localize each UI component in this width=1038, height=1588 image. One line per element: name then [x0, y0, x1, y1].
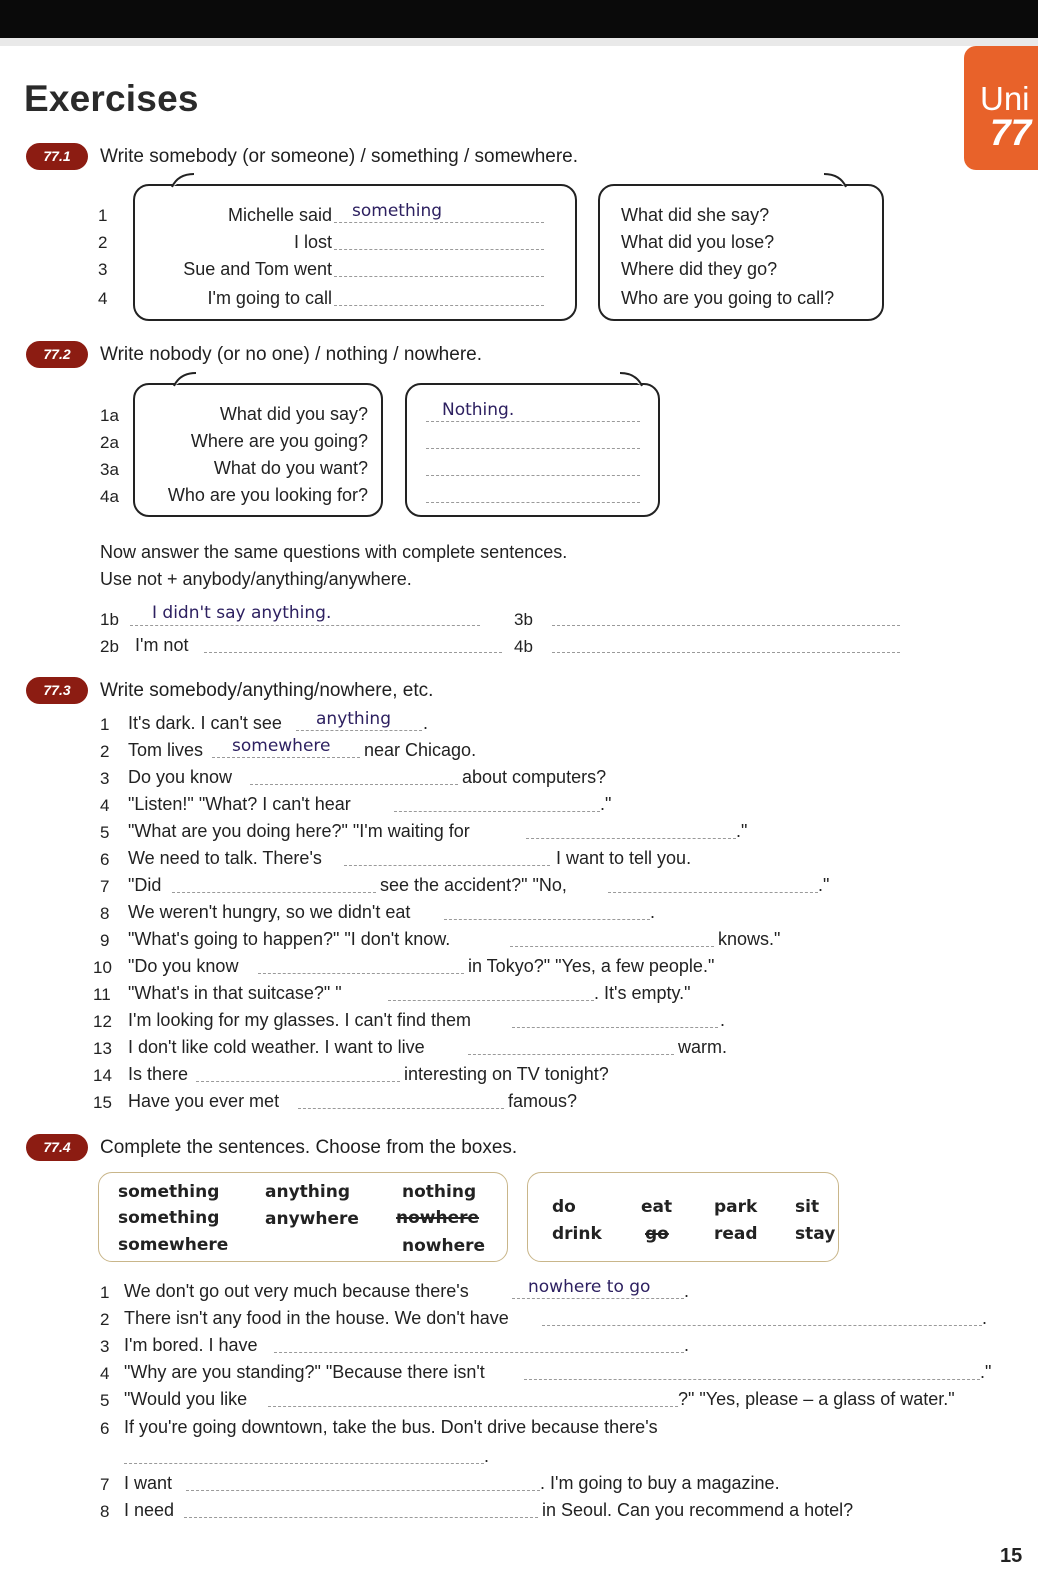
item-text: .: [484, 1446, 490, 1466]
answer-blank[interactable]: [426, 485, 640, 503]
answer-blank[interactable]: [172, 875, 376, 893]
item-text: We need to talk. There's: [128, 848, 322, 868]
answer-blank[interactable]: [334, 288, 544, 306]
item-text: I don't like cold weather. I want to live: [128, 1037, 425, 1057]
bubble-tail-right: [822, 172, 844, 186]
answer-blank[interactable]: [426, 431, 640, 449]
followup-instruction: Use not + anybody/anything/anywhere.: [100, 569, 412, 589]
item-text: .": [980, 1362, 992, 1382]
item-number: 10: [93, 958, 112, 977]
item-text: "Do you know: [128, 956, 239, 976]
item-number: 5: [100, 823, 110, 842]
answer-blank[interactable]: [298, 1091, 504, 1109]
item-prompt: I lost: [293, 232, 332, 252]
exercise-instruction-77-1: Write somebody (or someone) / something / somewhere.: [100, 146, 579, 167]
item-text: . I'm going to buy a magazine.: [540, 1473, 780, 1493]
word-option: drink: [552, 1224, 602, 1244]
item-text: We weren't hungry, so we didn't eat: [128, 902, 411, 922]
item-text: "Why are you standing?" "Because there isn't: [124, 1362, 485, 1382]
word-option: nothing: [402, 1182, 477, 1202]
word-option: something: [118, 1208, 220, 1228]
handwritten-answer: I didn't say anything.: [152, 603, 332, 623]
item-number: 8: [100, 904, 110, 923]
item-text: There isn't any food in the house. We don't have: [124, 1308, 509, 1328]
item-text: in Seoul. Can you recommend a hotel?: [542, 1500, 854, 1520]
item-text: .: [982, 1308, 988, 1328]
item-text: "Did: [128, 875, 162, 895]
item-number: 3: [100, 769, 110, 788]
item-number: 4: [100, 1364, 110, 1383]
item-question: Where are you going?: [190, 431, 368, 451]
exercise-badge-77-2: 77.2: [26, 341, 88, 368]
answer-blank[interactable]: [426, 458, 640, 476]
item-text: about computers?: [462, 767, 607, 787]
item-text: knows.": [718, 929, 781, 949]
unit-number: 77: [990, 112, 1032, 153]
item-number: 6: [100, 1419, 110, 1438]
handwritten-answer: something: [352, 201, 443, 221]
answer-blank[interactable]: [334, 259, 544, 277]
item-number: 1a: [100, 406, 119, 425]
item-number: 3: [100, 1337, 110, 1356]
answer-blank[interactable]: [394, 794, 600, 812]
word-option: somewhere: [118, 1235, 229, 1255]
handwritten-answer: somewhere: [232, 736, 331, 756]
answer-blank[interactable]: [334, 232, 544, 250]
item-number: 3b: [514, 610, 533, 629]
answer-blank[interactable]: [512, 1010, 718, 1028]
item-text: .": [736, 821, 748, 841]
item-question: Where did they go?: [621, 259, 778, 279]
word-option: nowhere: [402, 1236, 486, 1256]
item-text: .: [684, 1281, 690, 1301]
word-option-used: nowhere: [396, 1208, 480, 1228]
word-option: stay: [795, 1224, 836, 1244]
item-text: famous?: [508, 1091, 578, 1111]
top-black-bar: [0, 0, 1038, 38]
item-text: interesting on TV tonight?: [404, 1064, 609, 1084]
item-text: .: [423, 713, 429, 733]
item-number: 4: [98, 289, 108, 308]
answer-blank[interactable]: [552, 608, 900, 626]
item-text: "Would you like: [124, 1389, 248, 1409]
item-question: What did she say?: [621, 205, 770, 225]
exercise-badge-77-1: 77.1: [26, 143, 88, 170]
item-number: 14: [93, 1066, 112, 1085]
answer-blank[interactable]: [186, 1473, 540, 1491]
word-option: anywhere: [265, 1209, 359, 1229]
item-text: We don't go out very much because there's: [124, 1281, 469, 1301]
item-number: 2a: [100, 433, 119, 452]
exercise-instruction-77-2: Write nobody (or no one) / nothing / nowhere.: [100, 344, 482, 365]
item-text: see the accident?" "No,: [380, 875, 567, 895]
top-grey-strip: [0, 38, 1038, 46]
item-number: 15: [93, 1093, 112, 1112]
item-text: I'm looking for my glasses. I can't find them: [128, 1010, 472, 1030]
word-option: do: [552, 1197, 576, 1217]
handwritten-answer: nowhere to go: [528, 1277, 651, 1297]
exercise-instruction-77-4: Complete the sentences. Choose from the boxes.: [100, 1137, 518, 1158]
answer-blank[interactable]: [444, 902, 650, 920]
item-text: "What's going to happen?" "I don't know.: [128, 929, 451, 949]
word-option: read: [714, 1224, 758, 1244]
word-box-verbs: [527, 1172, 839, 1262]
bubble-tail-right: [618, 371, 640, 385]
handwritten-answer: Nothing.: [442, 400, 515, 420]
answer-blank[interactable]: [268, 1389, 678, 1407]
followup-instruction: Now answer the same questions with complete sentences.: [100, 542, 568, 562]
item-text: .": [818, 875, 830, 895]
word-option: anything: [265, 1182, 350, 1202]
item-number: 5: [100, 1391, 110, 1410]
exercise-badge-77-3: 77.3: [26, 677, 88, 704]
item-number: 2: [100, 742, 110, 761]
answer-blank[interactable]: [524, 1362, 980, 1380]
item-number: 4: [100, 796, 110, 815]
answer-blank[interactable]: [608, 875, 818, 893]
item-text: "What's in that suitcase?" ": [128, 983, 342, 1003]
answer-blank[interactable]: [526, 821, 736, 839]
answer-blank[interactable]: [196, 1064, 400, 1082]
unit-label: Uni: [980, 80, 1030, 117]
item-text: I want: [124, 1473, 173, 1493]
item-text: .: [650, 902, 656, 922]
item-number: 13: [93, 1039, 112, 1058]
item-number: 9: [100, 931, 110, 950]
bubble-tail-left: [172, 371, 194, 385]
answer-blank[interactable]: [542, 1308, 982, 1326]
item-text: .": [600, 794, 612, 814]
page-title: Exercises: [24, 78, 199, 119]
item-text: "Listen!" "What? I can't hear: [128, 794, 351, 814]
answer-blank[interactable]: [510, 929, 714, 947]
item-text: "What are you doing here?" "I'm waiting for: [128, 821, 470, 841]
answer-blank[interactable]: [344, 848, 550, 866]
item-number: 8: [100, 1502, 110, 1521]
answer-blank[interactable]: [552, 635, 900, 653]
item-number: 1: [100, 1283, 110, 1302]
item-prefix: I'm not: [135, 635, 189, 655]
exercise-badge-77-4: 77.4: [26, 1134, 88, 1161]
item-text: warm.: [678, 1037, 727, 1057]
answer-blank[interactable]: [468, 1037, 674, 1055]
word-option-used: go: [645, 1224, 669, 1244]
item-number: 3a: [100, 460, 119, 479]
bubble-tail-left: [170, 172, 192, 186]
page-number: 15: [1000, 1545, 1023, 1567]
item-text: .: [720, 1010, 726, 1030]
item-prompt: I'm going to call: [207, 288, 332, 308]
item-text: in Tokyo?" "Yes, a few people.": [468, 956, 715, 976]
item-text: ?" "Yes, please – a glass of water.": [678, 1389, 955, 1409]
item-text: If you're going downtown, take the bus. Don't drive because there's: [124, 1417, 658, 1437]
item-question: What did you say?: [219, 404, 368, 424]
item-text: Is there: [128, 1064, 189, 1084]
word-option: park: [714, 1197, 758, 1217]
answer-blank[interactable]: [250, 767, 458, 785]
item-prompt: Michelle said: [227, 205, 332, 225]
item-text: .: [684, 1335, 690, 1355]
word-option: something: [118, 1182, 220, 1202]
item-text: . It's empty.": [594, 983, 691, 1003]
answer-blank[interactable]: [258, 956, 464, 974]
item-text: It's dark. I can't see: [128, 713, 282, 733]
item-text: I'm bored. I have: [124, 1335, 258, 1355]
item-number: 11: [93, 985, 111, 1004]
item-number: 4a: [100, 487, 119, 506]
unit-tab: [964, 46, 1038, 170]
answer-blank[interactable]: [274, 1335, 684, 1353]
item-question: What do you want?: [213, 458, 368, 478]
answer-blank[interactable]: [124, 1446, 484, 1464]
exercise-instruction-77-3: Write somebody/anything/nowhere, etc.: [100, 680, 434, 701]
item-number: 3: [98, 260, 108, 279]
item-prompt: Sue and Tom went: [183, 259, 332, 279]
item-number: 1: [98, 206, 108, 225]
item-text: near Chicago.: [364, 740, 477, 760]
item-number: 1: [100, 715, 110, 734]
item-number: 7: [100, 1475, 110, 1494]
item-text: I want to tell you.: [556, 848, 692, 868]
handwritten-answer: anything: [316, 709, 391, 729]
item-text: Do you know: [128, 767, 233, 787]
item-number: 12: [93, 1012, 112, 1031]
item-number: 4b: [514, 637, 533, 656]
item-number: 7: [100, 877, 110, 896]
item-number: 2b: [100, 637, 119, 656]
item-number: 2: [98, 233, 108, 252]
answer-blank[interactable]: [204, 635, 502, 653]
word-option: sit: [795, 1197, 820, 1217]
item-question: Who are you going to call?: [621, 288, 835, 308]
word-option: eat: [641, 1197, 673, 1217]
item-number: 6: [100, 850, 110, 869]
item-text: Have you ever met: [128, 1091, 280, 1111]
item-number: 1b: [100, 610, 119, 629]
item-text: Tom lives: [128, 740, 204, 760]
answer-blank[interactable]: [388, 983, 594, 1001]
item-question: What did you lose?: [621, 232, 775, 252]
item-number: 2: [100, 1310, 110, 1329]
answer-blank[interactable]: [184, 1500, 538, 1518]
item-text: I need: [124, 1500, 175, 1520]
item-question: Who are you looking for?: [167, 485, 368, 505]
